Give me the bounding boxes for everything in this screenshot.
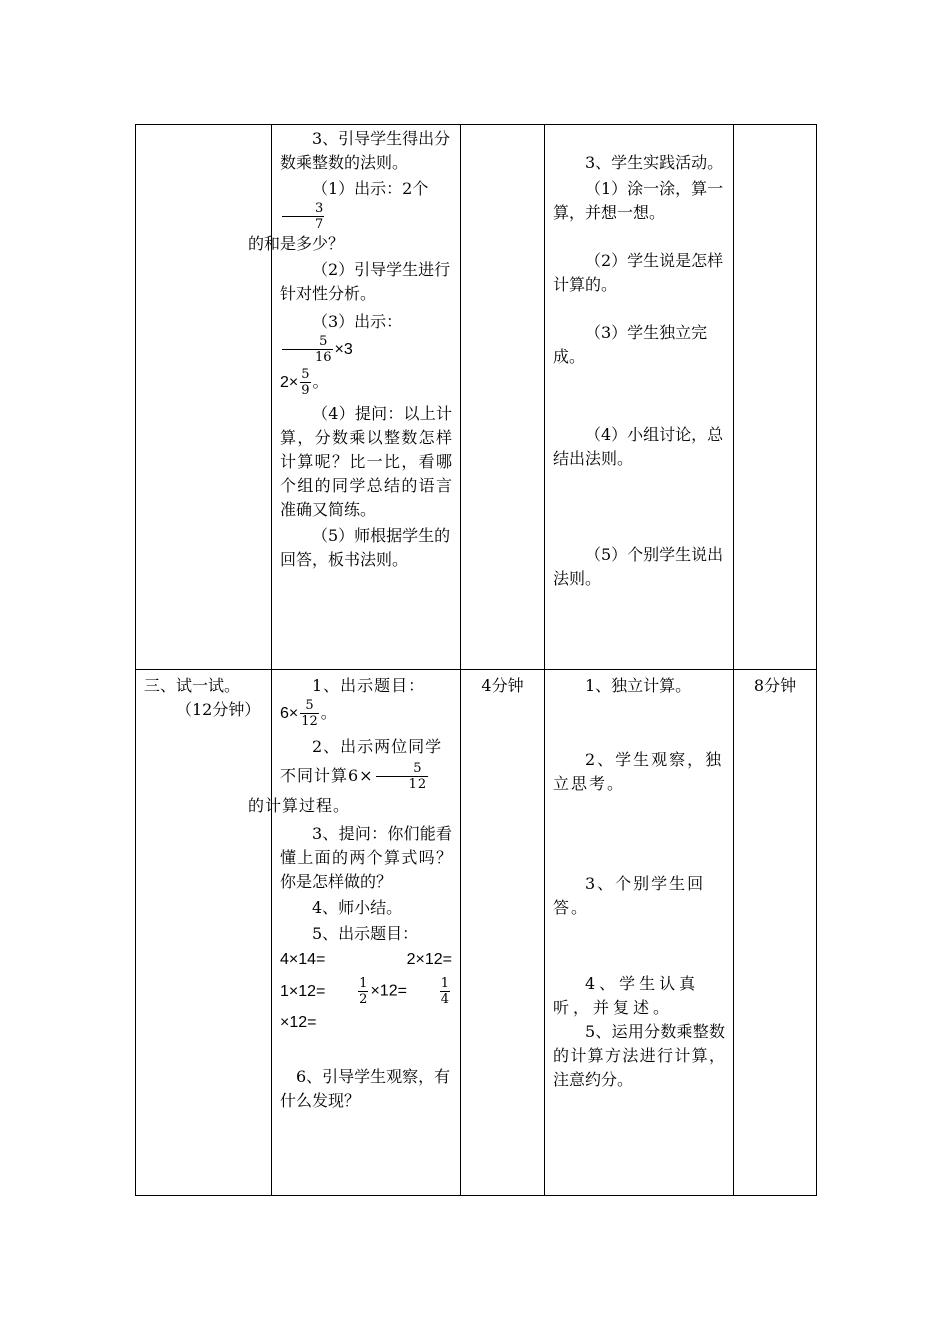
teacher-time-cell <box>461 125 545 670</box>
paragraph: （1）出示：2个 $\frac{3}{7}$ 的和是多少？ <box>248 179 429 253</box>
paragraph: （3）出示： $\frac{5}{16}$ ×3 <box>280 310 452 365</box>
fraction: $\frac{3}{7}$ <box>282 201 324 232</box>
paragraph: （2）引导学生进行针对性分析。 <box>280 260 451 303</box>
paragraph: 3、个别学生回答。 <box>553 874 706 917</box>
paragraph: （4）小组讨论，总结出法则。 <box>553 425 724 468</box>
duration: 8分钟 <box>753 676 797 695</box>
student-activity-cell <box>545 125 734 670</box>
stage-cell <box>136 670 272 1196</box>
table-row <box>136 670 817 1196</box>
paragraph: 6、引导学生观察，有什么发现？ <box>280 1067 451 1110</box>
fraction: $\frac{5}{16}$ <box>282 334 333 365</box>
exercise: 2×12= <box>406 951 452 968</box>
duration: 4分钟 <box>481 676 524 695</box>
paragraph: 2、学生观察，独立思考。 <box>553 750 724 793</box>
teacher-activity-cell <box>248 670 461 1196</box>
fraction: $\frac{5}{12}$ <box>301 698 318 729</box>
paragraph: 5、运用分数乘整数的计算方法进行计算，注意约分。 <box>553 1022 725 1089</box>
paragraph: （2）学生说是怎样计算的。 <box>553 251 724 294</box>
paragraph: 6× $\frac{5}{12}$ 。 <box>280 698 337 729</box>
paragraph: 2× $\frac{5}{9}$ 。 <box>280 367 329 398</box>
table-row <box>136 125 817 670</box>
student-activity-cell <box>545 670 734 1196</box>
exercise: ×12= <box>280 1014 317 1031</box>
paragraph: （4）提问：以上计算，分数乘以整数怎样计算呢？比一比，看哪个组的同学总结的语言准确又简练。 <box>280 404 452 519</box>
student-time-cell <box>734 670 817 1196</box>
paragraph: 1、出示题目： <box>312 676 426 695</box>
stage-duration: （12分钟） <box>176 700 261 719</box>
student-time-cell <box>734 125 817 670</box>
fraction: $\frac{5}{12}$ <box>376 761 429 792</box>
exercise-line <box>280 948 452 972</box>
teacher-activity-cell <box>248 125 461 670</box>
paragraph: 5、出示题目： <box>312 924 419 943</box>
paragraph: 2、出示两位同学不同计算6× $\frac{5}{12}$ 的计算过程。 <box>248 737 443 815</box>
exercise: $\frac{1}{2}$ ×12= <box>359 976 407 1007</box>
paragraph: （1）涂一涂，算一算，并想一想。 <box>553 179 724 222</box>
exercise: 4×14= <box>280 951 326 968</box>
paragraph: （5）个别学生说出法则。 <box>553 545 724 588</box>
paragraph: 1、独立计算。 <box>585 676 692 695</box>
exercise-line <box>280 976 452 1007</box>
paragraph: （5）师根据学生的回答，板书法则。 <box>280 526 451 569</box>
stage-cell <box>136 125 272 670</box>
paragraph: 4、师小结。 <box>312 898 403 917</box>
fraction: $\frac{1}{4}$ <box>440 976 449 1007</box>
paragraph: 3、引导学生得出分数乘整数的法则。 <box>280 129 451 172</box>
paragraph: 4、学生认真听，并复述。 <box>553 974 700 1017</box>
paragraph: 3、提问：你们能看懂上面的两个算式吗？你是怎样做的？ <box>280 824 452 891</box>
fraction: $\frac{5}{9}$ <box>301 367 310 398</box>
exercise: 1×12= <box>280 982 326 1000</box>
paragraph: 3、学生实践活动。 <box>585 153 724 172</box>
paragraph: （3）学生独立完成。 <box>553 323 708 366</box>
lesson-plan-table <box>135 124 817 1196</box>
stage-title: 三、试一试。 <box>144 676 241 695</box>
teacher-time-cell <box>461 670 545 1196</box>
